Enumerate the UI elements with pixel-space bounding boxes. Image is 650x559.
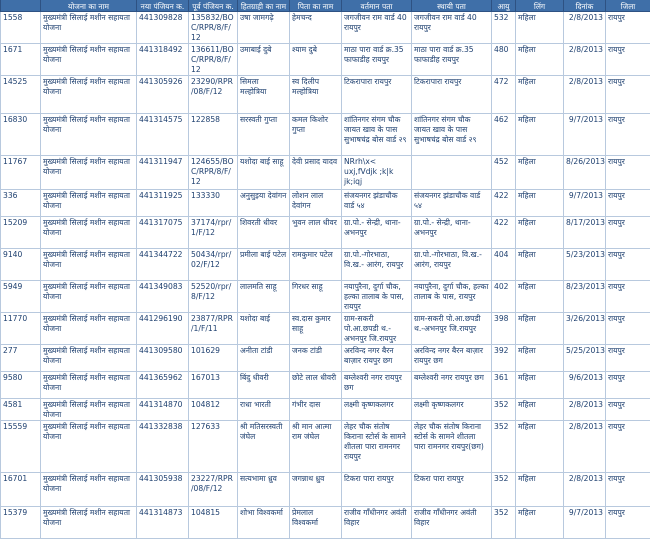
cell-district: रायपुर	[606, 217, 650, 249]
cell-new-reg: 441365962	[137, 372, 189, 399]
cell-father: हेमचन्द	[290, 12, 342, 44]
cell-perm-addr: लेहर चौक संतोष किराना स्टोर्स के सामने शीतला पारा रामनगर रायपुर(छग)	[412, 421, 492, 473]
cell-district: रायपुर	[606, 12, 650, 44]
cell-old-reg: 104815	[189, 507, 238, 539]
cell-id: 1558	[1, 12, 41, 44]
cell-father: भुवन लाल धीवर	[290, 217, 342, 249]
table-row	[1, 44, 650, 76]
cell-sex: महिला	[516, 217, 564, 249]
cell-current-addr: राजीव गाँधीनगर अवंती विहार	[342, 507, 412, 539]
cell-current-addr: माठा पारा वार्ड क्र.35 फाफाडीह रायपुर	[342, 44, 412, 76]
cell-father: स्व दिलीप मल्होत्रिया	[290, 76, 342, 114]
cell-id: 9580	[1, 372, 41, 399]
cell-district: रायपुर	[606, 44, 650, 76]
cell-current-addr: ग्रा.पो.-गोरभाठा, वि.ख.- आरंग, रायपुर	[342, 249, 412, 281]
cell-date: 8/26/2013	[564, 156, 606, 190]
cell-scheme: मुख्यमंत्री सिलाई मशीन सहायता योजना	[41, 114, 137, 156]
cell-age: 480	[492, 44, 516, 76]
cell-father: श्री मान आत्मा राम जंघेल	[290, 421, 342, 473]
cell-age: 472	[492, 76, 516, 114]
cell-sex: महिला	[516, 12, 564, 44]
cell-scheme: मुख्यमंत्री सिलाई मशीन सहायता योजना	[41, 421, 137, 473]
cell-father: जगन्नाथ ध्रुव	[290, 473, 342, 507]
cell-old-reg: 23877/RPR/1/F/11	[189, 313, 238, 345]
cell-date: 2/8/2013	[564, 12, 606, 44]
cell-id: 336	[1, 190, 41, 217]
table-row	[1, 76, 650, 114]
header-permanent-address: स्थायी पता	[412, 0, 492, 12]
cell-current-addr: ग्राम-सकरी पो.आ.छपडी थ.-अभनपुर जि.रायपुर	[342, 313, 412, 345]
table-row	[1, 372, 650, 399]
cell-district: रायपुर	[606, 507, 650, 539]
header-current-address: वर्तमान पता	[342, 0, 412, 12]
cell-new-reg: 441311925	[137, 190, 189, 217]
cell-district: रायपुर	[606, 313, 650, 345]
cell-current-addr: लक्ष्मी कृष्णकलगर	[342, 399, 412, 421]
table-row	[1, 421, 650, 473]
cell-name: प्रमीला बाई पटेल	[238, 249, 290, 281]
cell-date: 9/6/2013	[564, 372, 606, 399]
cell-scheme: मुख्यमंत्री सिलाई मशीन सहायता योजना	[41, 313, 137, 345]
cell-old-reg: 127633	[189, 421, 238, 473]
table-row	[1, 313, 650, 345]
cell-father: गंभीर दास	[290, 399, 342, 421]
table-row	[1, 507, 650, 539]
cell-sex: महिला	[516, 156, 564, 190]
cell-district: रायपुर	[606, 76, 650, 114]
cell-id: 277	[1, 345, 41, 372]
table-row	[1, 345, 650, 372]
header-father: पिता का नाम	[290, 0, 342, 12]
cell-name: यशोदा बाई	[238, 313, 290, 345]
cell-id: 14525	[1, 76, 41, 114]
cell-name: शिवरती धीवर	[238, 217, 290, 249]
table-row	[1, 12, 650, 44]
cell-perm-addr: ग्रा.पो.-गोरभाठा, वि.ख.- आरंग, रायपुर	[412, 249, 492, 281]
cell-perm-addr	[412, 156, 492, 190]
cell-id: 4581	[1, 399, 41, 421]
cell-scheme: मुख्यमंत्री सिलाई मशीन सहायता योजना	[41, 217, 137, 249]
cell-name: लालमति साहू	[238, 281, 290, 313]
cell-new-reg: 441332838	[137, 421, 189, 473]
header-age: आयु	[492, 0, 516, 12]
cell-perm-addr: टिकरापारा रायपुर	[412, 76, 492, 114]
cell-current-addr: शांतिनगर संगम चौक जायत खाव के पास सुभाषचंद्र बोस वार्ड २९	[342, 114, 412, 156]
cell-perm-addr: ग्राम-सकरी पो.आ.छपडी थ.-अभनपुर जि.रायपुर	[412, 313, 492, 345]
cell-sex: महिला	[516, 507, 564, 539]
cell-old-reg: 23290/RPR/08/F/12	[189, 76, 238, 114]
cell-age: 352	[492, 421, 516, 473]
cell-district: रायपुर	[606, 421, 650, 473]
cell-old-reg: 37174/rpr/1/F/12	[189, 217, 238, 249]
cell-father: लोशन लाल देवांगन	[290, 190, 342, 217]
table-row	[1, 217, 650, 249]
cell-date: 2/8/2013	[564, 473, 606, 507]
cell-date: 3/26/2013	[564, 313, 606, 345]
cell-id: 9140	[1, 249, 41, 281]
cell-father: प्रेमलाल विश्वकर्मा	[290, 507, 342, 539]
cell-new-reg: 441296190	[137, 313, 189, 345]
cell-sex: महिला	[516, 249, 564, 281]
cell-district: रायपुर	[606, 114, 650, 156]
cell-district: रायपुर	[606, 281, 650, 313]
cell-old-reg: 167013	[189, 372, 238, 399]
cell-father: श्याम दुबे	[290, 44, 342, 76]
cell-sex: महिला	[516, 421, 564, 473]
cell-district: रायपुर	[606, 190, 650, 217]
table-row	[1, 281, 650, 313]
cell-current-addr: NRrh\x< uxj,fVdjk ;k|k jk;iqj	[342, 156, 412, 190]
cell-age: 392	[492, 345, 516, 372]
cell-scheme: मुख्यमंत्री सिलाई मशीन सहायता योजना	[41, 190, 137, 217]
cell-sex: महिला	[516, 313, 564, 345]
cell-date: 5/23/2013	[564, 249, 606, 281]
cell-scheme: मुख्यमंत्री सिलाई मशीन सहायता योजना	[41, 249, 137, 281]
cell-old-reg: 50434/rpr/02/F/12	[189, 249, 238, 281]
cell-age: 404	[492, 249, 516, 281]
cell-name: राधा भारती	[238, 399, 290, 421]
cell-age: 398	[492, 313, 516, 345]
cell-name: अनीता टांडी	[238, 345, 290, 372]
cell-age: 462	[492, 114, 516, 156]
cell-current-addr: जगजीवन राम वार्ड 40 रायपुर	[342, 12, 412, 44]
table-row	[1, 249, 650, 281]
cell-id: 16701	[1, 473, 41, 507]
header-row	[1, 0, 650, 12]
cell-new-reg: 441349083	[137, 281, 189, 313]
cell-district: रायपुर	[606, 399, 650, 421]
cell-perm-addr: शांतिनगर संगम चौक जायत खाव के पास सुभाषचंद्र बोस वार्ड २९	[412, 114, 492, 156]
cell-date: 8/17/2013	[564, 217, 606, 249]
cell-date: 2/8/2013	[564, 399, 606, 421]
table-row	[1, 156, 650, 190]
cell-father: स्व.दास कुमार साहू	[290, 313, 342, 345]
cell-name: श्री मतिसरस्वती जंघेल	[238, 421, 290, 473]
cell-age: 361	[492, 372, 516, 399]
cell-sex: महिला	[516, 345, 564, 372]
cell-new-reg: 441318492	[137, 44, 189, 76]
table-row	[1, 114, 650, 156]
cell-id: 16830	[1, 114, 41, 156]
cell-date: 5/25/2013	[564, 345, 606, 372]
cell-sex: महिला	[516, 399, 564, 421]
cell-id: 5949	[1, 281, 41, 313]
cell-current-addr: संजयनगर झंडाचौक वार्ड ५४	[342, 190, 412, 217]
cell-new-reg: 441344722	[137, 249, 189, 281]
cell-name: उमाबाई दुबे	[238, 44, 290, 76]
cell-old-reg: 136611/BOC/RPR/8/F/12	[189, 44, 238, 76]
cell-new-reg: 441317075	[137, 217, 189, 249]
cell-perm-addr: बम्लेश्वरी नगर रायपुर छग	[412, 372, 492, 399]
cell-sex: महिला	[516, 114, 564, 156]
cell-old-reg: 101629	[189, 345, 238, 372]
cell-scheme: मुख्यमंत्री सिलाई मशीन सहायता योजना	[41, 281, 137, 313]
cell-district: रायपुर	[606, 156, 650, 190]
cell-id: 1671	[1, 44, 41, 76]
header-date: दिनांक	[564, 0, 606, 12]
cell-current-addr: अरविन्द नगर बैरन बाज़ार रायपुर छग	[342, 345, 412, 372]
cell-name: अनुसुइया देवांगन	[238, 190, 290, 217]
cell-scheme: मुख्यमंत्री सिलाई मशीन सहायता योजना	[41, 372, 137, 399]
cell-id: 11770	[1, 313, 41, 345]
cell-father: देवी प्रसाद यादव	[290, 156, 342, 190]
cell-father: जनक टांडी	[290, 345, 342, 372]
cell-sex: महिला	[516, 372, 564, 399]
cell-current-addr: बम्लेश्वरी नगर रायपुर छग	[342, 372, 412, 399]
cell-name: सरस्वती गुप्ता	[238, 114, 290, 156]
cell-old-reg: 124655/BOC/RPR/8/F/12	[189, 156, 238, 190]
table-row	[1, 399, 650, 421]
cell-perm-addr: ग्रा.पो.- सेन्द्री, थाना-अभनपुर	[412, 217, 492, 249]
cell-current-addr: लेहर चौक संतोष किराना स्टोर्स के सामने शीतला पारा रामनगर रायपुर	[342, 421, 412, 473]
cell-old-reg: 52520/rpr/8/F/12	[189, 281, 238, 313]
header-district: जिला	[606, 0, 650, 12]
header-scheme: योजना का नाम	[41, 0, 137, 12]
cell-name: शोभा विश्वकर्मा	[238, 507, 290, 539]
cell-old-reg: 104812	[189, 399, 238, 421]
header-sex: लिंग	[516, 0, 564, 12]
cell-father: गिरधर साहू	[290, 281, 342, 313]
cell-name: यशोदा बाई साहू	[238, 156, 290, 190]
cell-id: 11767	[1, 156, 41, 190]
cell-date: 2/8/2013	[564, 76, 606, 114]
cell-perm-addr: नयापुरैना, दुर्गा चौक, हल्का तालाब के पास, रायपुर	[412, 281, 492, 313]
cell-id: 15559	[1, 421, 41, 473]
table-row	[1, 473, 650, 507]
cell-old-reg: 133330	[189, 190, 238, 217]
cell-sex: महिला	[516, 473, 564, 507]
cell-new-reg: 441314575	[137, 114, 189, 156]
cell-sex: महिला	[516, 44, 564, 76]
cell-date: 9/7/2013	[564, 190, 606, 217]
cell-sex: महिला	[516, 190, 564, 217]
cell-age: 422	[492, 190, 516, 217]
cell-age: 352	[492, 507, 516, 539]
cell-district: रायपुर	[606, 249, 650, 281]
header-name: हितग्राही का नाम	[238, 0, 290, 12]
cell-scheme: मुख्यमंत्री सिलाई मशीन सहायता योजना	[41, 345, 137, 372]
cell-scheme: मुख्यमंत्री सिलाई मशीन सहायता योजना	[41, 12, 137, 44]
cell-district: रायपुर	[606, 473, 650, 507]
header-new-reg: नया पंजियन क.	[137, 0, 189, 12]
cell-district: रायपुर	[606, 372, 650, 399]
cell-old-reg: 135832/BOC/RPR/8/F/12	[189, 12, 238, 44]
cell-name: सत्यभामा ध्रुव	[238, 473, 290, 507]
cell-current-addr: टिकरा पारा रायपुर	[342, 473, 412, 507]
cell-father: रामकुमार पटेल	[290, 249, 342, 281]
cell-perm-addr: अरविन्द नगर बैरन बाज़ार रायपुर छग	[412, 345, 492, 372]
cell-scheme: मुख्यमंत्री सिलाई मशीन सहायता योजना	[41, 507, 137, 539]
cell-age: 352	[492, 399, 516, 421]
cell-date: 2/8/2013	[564, 44, 606, 76]
cell-perm-addr: टिकरा पारा रायपुर	[412, 473, 492, 507]
cell-scheme: मुख्यमंत्री सिलाई मशीन सहायता योजना	[41, 76, 137, 114]
cell-age: 452	[492, 156, 516, 190]
cell-perm-addr: माठा पारा वार्ड क्र.35 फाफाडीह रायपुर	[412, 44, 492, 76]
cell-scheme: मुख्यमंत्री सिलाई मशीन सहायता योजना	[41, 156, 137, 190]
cell-scheme: मुख्यमंत्री सिलाई मशीन सहायता योजना	[41, 399, 137, 421]
cell-old-reg: 122858	[189, 114, 238, 156]
cell-name: उषा जामगढ़े	[238, 12, 290, 44]
header-id	[1, 0, 41, 12]
cell-sex: महिला	[516, 76, 564, 114]
cell-id: 15209	[1, 217, 41, 249]
cell-new-reg: 441314873	[137, 507, 189, 539]
cell-scheme: मुख्यमंत्री सिलाई मशीन सहायता योजना	[41, 473, 137, 507]
table-row	[1, 190, 650, 217]
cell-new-reg: 441314870	[137, 399, 189, 421]
cell-perm-addr: राजीव गाँधीनगर अवंती विहार	[412, 507, 492, 539]
cell-age: 402	[492, 281, 516, 313]
cell-district: रायपुर	[606, 345, 650, 372]
cell-new-reg: 441309580	[137, 345, 189, 372]
cell-new-reg: 441305926	[137, 76, 189, 114]
cell-current-addr: नयापुरैना, दुर्गा चौक, हल्का तालाब के पास, रायपुर	[342, 281, 412, 313]
cell-sex: महिला	[516, 281, 564, 313]
cell-perm-addr: लक्ष्मी कृष्णकलगर	[412, 399, 492, 421]
cell-age: 352	[492, 473, 516, 507]
cell-date: 9/7/2013	[564, 507, 606, 539]
cell-id: 15379	[1, 507, 41, 539]
cell-age: 532	[492, 12, 516, 44]
cell-new-reg: 441305938	[137, 473, 189, 507]
cell-date: 2/8/2013	[564, 421, 606, 473]
cell-date: 8/23/2013	[564, 281, 606, 313]
cell-father: छोटे लाल धीवरी	[290, 372, 342, 399]
cell-scheme: मुख्यमंत्री सिलाई मशीन सहायता योजना	[41, 44, 137, 76]
cell-age: 422	[492, 217, 516, 249]
cell-father: कमल किशोर गुप्ता	[290, 114, 342, 156]
cell-current-addr: टिकरापारा रायपुर	[342, 76, 412, 114]
cell-perm-addr: संजयनगर झंडाचौक वार्ड ५४	[412, 190, 492, 217]
cell-perm-addr: जगजीवन राम वार्ड 40 रायपुर	[412, 12, 492, 44]
cell-current-addr: ग्रा.पो.- सेन्द्री, थाना-अभनपुर	[342, 217, 412, 249]
cell-new-reg: 441309828	[137, 12, 189, 44]
cell-date: 9/7/2013	[564, 114, 606, 156]
cell-name: सिमला मल्होत्रिया	[238, 76, 290, 114]
cell-name: बिंदु धीवरी	[238, 372, 290, 399]
cell-old-reg: 23227/RPR/08/F/12	[189, 473, 238, 507]
header-old-reg: पूर्व पंजियन क.	[189, 0, 238, 12]
cell-new-reg: 441311947	[137, 156, 189, 190]
